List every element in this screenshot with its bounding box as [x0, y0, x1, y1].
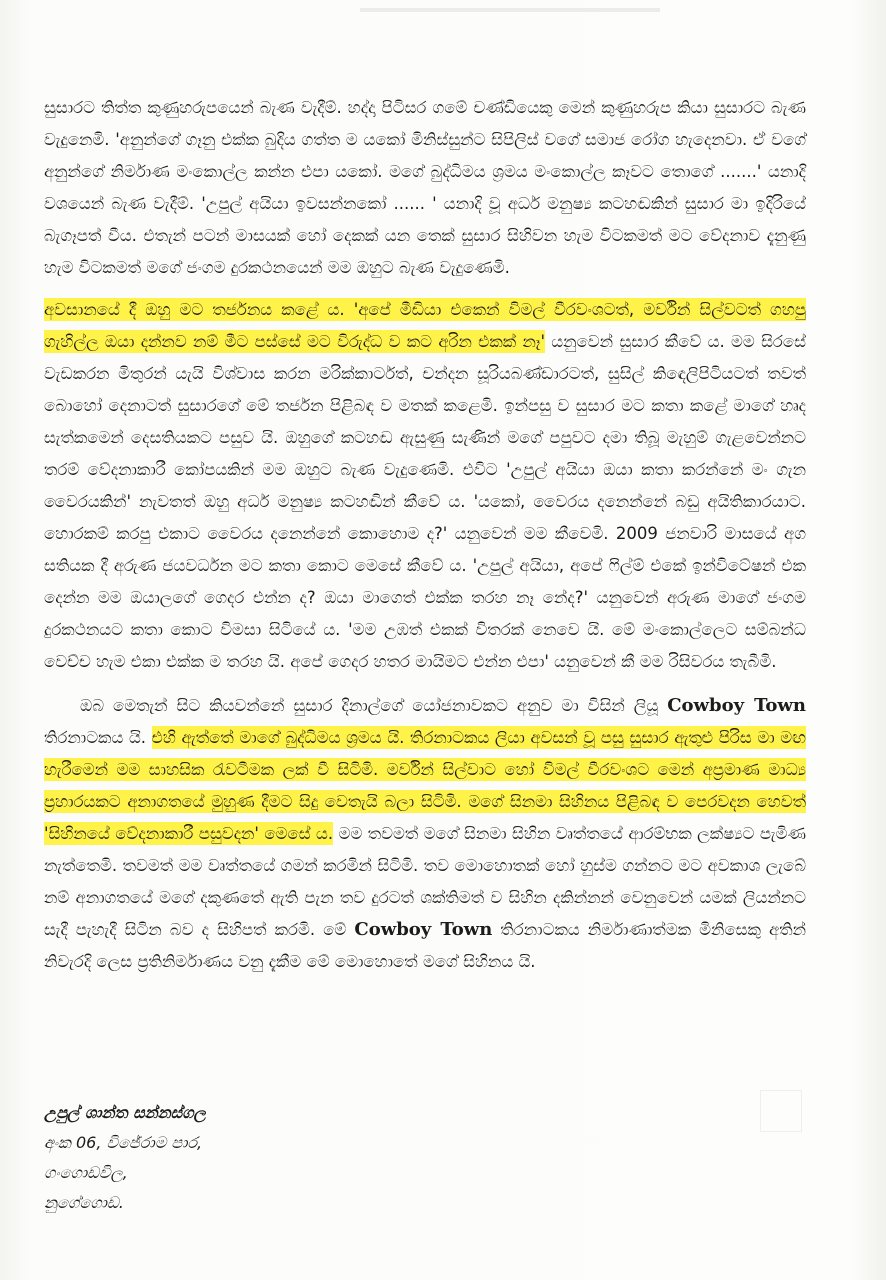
screenplay-title-2: Cowboy Town	[354, 919, 493, 940]
scan-edge-mark	[360, 8, 660, 12]
highlighted-text-1: අවසානයේ දී ඔහු මට තර්ජනය කළේ ය. 'අපේ මීඩියා එකෙන් විමල් වීරවංශටත්, මර්වින් සිල්වටත් ගහපු ගැහිල්ල ඔයා දන්නව නම් මීට පස්සේ මට විරුද්ධ ව කට අරින එකක් නෑ'	[44, 300, 806, 351]
paragraph-3-text: මම තවමත් මගේ සිනමා සිහින වෘත්තයේ ආරම්භක ලක්ෂ්‍යට පැමිණ නැත්තෙමි. තවමත් මම වෘත්තයේ ගමන් කරමින් සිටිමි. තව මොහොතක් හෝ හුස්ම ගන්නට මට අවකාශ ලැබේ නම් අනාගතයේ මගේ දකුණතේ ඇති පැන තව දුරටත් ශක්තිමත් ව සිහින දකින්නන් වෙනුවෙන් යමක් ලියන්නට සැදී පැහැදී සිටින බව ද සිහිපත් කරමි. මේ	[44, 824, 807, 939]
paragraph-3-closing: තිරනාටකය නිර්මාණාත්මක මිනිසෙකු අතින් නිවැරදි ලෙස ප්‍රතිනිර්මාණය වනු දැකීම මේ මොහොතේ මගේ සිහිනය යි.	[44, 920, 806, 971]
faint-bleed-through	[760, 1090, 802, 1132]
signature-block	[44, 1098, 444, 1218]
paragraph-3	[44, 690, 806, 978]
screenplay-title-1: Cowboy Town	[667, 695, 806, 716]
paragraph-2-text: යනුවෙන් සුසාර කීවේ ය. මම සිරසේ වැඩකරන මිතුරන් යැයි විශ්වාස කරන මරික්කාර්ටත්, චන්දන සූරියබණ්ඩාරටත්, සුසිල් කිඳෙලිපිටියටත් තවත් බොහෝ දෙනාටත් සුසාරගේ මේ තර්ජන පිළිබඳ ව මතක් කළෙමි. ඉන්පසු ව සුසාර මට කතා කළේ මාගේ හෘද සැත්කමෙන් දෙසතියකට පසුව යි. ඔහුගේ කටහඬ ඇසුණු සැණින් මගේ පපුවට දමා තිබූ මැහුම් ගැළවෙන්නට තරම් වේදනාකාරී කෝපයකින් මම ඔහුට බැණ වැදුණෙමි. එවිට 'උපුල් අයියා ඔයා කතා කරන්නේ මං ගැන වෛරයකින්' නැවතත් ඔහු අර්ධ මනුෂ්‍ය කටහඬින් කීවේ ය. 'යකෝ, වෛරය දනෙන්නේ බඩු අයිතිකාරයාට. හොරකම් කරපු එකාට වෛරය දනෙන්නේ කොහොම ද?' යනුවෙන් මම කීවෙමි. 2009 ජනවාරි මාසයේ අග සතියක දී අරුණ ජයවර්ධන මට කතා කොට මෙසේ කීවේ ය. 'උපුල් අයියා, අපේ ෆිල්ම් එකේ ඉන්විටේෂන් එක දෙන්න මම ඔයාලගේ ගෙදර එන්න ද? ඔයා මාගෙත් එක්ක තරහ නෑ නේද?' යනුවෙන් අරුණ මාගේ ජංගම දුරකථනයට කතා කොට විමසා සිටියේ ය. 'මම උඹත් එකක් විතරක් නෙවෙ යි. මේ මංකොල්ලෙට සම්බන්ධ වෙච්ච හැම එකා එක්ක ම තරහ යි. අපේ ගෙදර හතර මායිමට එන්න එපා' යනුවෙන් කී මම රිසිවරය තැබීමි.	[44, 332, 806, 671]
address-line-2: ගංගොඩවිල,	[44, 1163, 128, 1182]
paragraph-2	[44, 294, 806, 678]
address-line-3: නුගේගොඩ.	[44, 1193, 124, 1212]
paragraph-1: සුසාරට තිත්ත කුණුහරුපයෙන් බැණ වැදීම්. හද්දා පිටිසර ගමේ චණ්ඩියෙකු මෙන් කුණුහරුප කියා සුසාරට බැණ වැදුනෙමි. 'අනුන්ගේ ගෑනු එක්ක බුදිය ගත්ත ම යකෝ මිනිස්සුන්ට සිපිලිස් වගේ සමාජ රෝග හැදෙනවා. ඒ වගේ අනුන්ගේ නිර්මාණ මංකොල්ල කන්න එපා යකෝ. මගේ බුද්ධිමය ශ්‍රමය මංකොල්ල කෑවට තොගේ .......' යනාදි වශයෙන් බැණ වැදීම්. 'උපුල් අයියා ඉවසන්නකෝ ...... ' යනාදි වූ අර්ධ මනුෂ්‍ය කටහඬකින් සුසාර මා ඉදිරියේ බැගෑපත් වීය. එතැන් පටන් මාසයක් හෝ දෙකක් යන තෙක් සුසාර සිහිවන හැම විටකමත් මට වේදනාව දැනුණු හැම විටකමත් මගේ ජංගම දුරකථනයෙන් මම ඔහුට බැණ වැදුණෙමි.	[44, 98, 806, 277]
highlighted-text-2: එහි ඇත්තේ මාගේ බුද්ධිමය ශ්‍රමය යි. තිරනාටකය ලියා අවසන් වූ පසු සුසාර ඇතුළු පිරිස මා මඟ හැරීමෙන් මම සාහසික රැවටීමක ලක් වී සිටිමි. මර්වින් සිල්වාට හෝ විමල් වීරවංශට මෙන් අප්‍රමාණ මාධ්‍ය ප්‍රහාරයකට අනාගතයේ මුහුණ දීමට සිදු වෙතැයි බලා සිටිමි. මගේ සිනමා සිහිනය පිළිබඳ ව පෙරවදන හෙවත් 'සිහිනයේ වේදනාකාරී පසුවදන' මෙසේ ය.	[44, 728, 806, 843]
address-line-1: අංක 06, විජේරාම පාර,	[44, 1133, 203, 1152]
author-name: උපුල් ශාන්ත සන්නස්ගල	[44, 1103, 206, 1122]
body-text	[44, 92, 806, 978]
paragraph-3-pre-highlight: තිරනාටකය යි.	[44, 728, 152, 747]
paragraph-3-intro: ඔබ මෙතැන් සිට කියවන්නේ සුසාර දිනාල්ගේ යෝජනාවකට අනුව මා විසින් ලියූ	[80, 696, 668, 715]
